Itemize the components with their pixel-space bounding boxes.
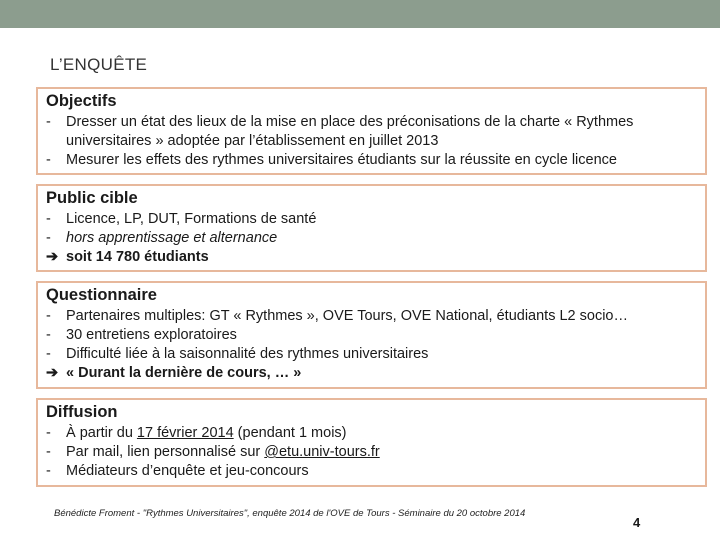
objectifs-item-1	[46, 113, 697, 151]
diffusion-item-3	[46, 462, 697, 481]
bullet-dash: -	[46, 327, 51, 343]
diffusion-item-1	[46, 424, 697, 443]
footer-text: Bénédicte Froment - "Rythmes Universitaires", enquête 2014 de l'OVE de Tours - Séminaire du 20 octobre 2014	[54, 508, 526, 519]
top-bar	[0, 0, 720, 28]
objectifs-box	[36, 87, 707, 175]
objectifs-item-2-text: Mesurer les effets des rythmes universitaires étudiants sur la réussite en cycle licence	[66, 152, 617, 168]
public-item-2	[46, 229, 697, 248]
bullet-dash: -	[46, 152, 51, 168]
page-number: 4	[633, 515, 641, 530]
bullet-dash: -	[46, 230, 51, 246]
diffusion-item-1-prefix: À partir du	[66, 425, 137, 441]
diffusion-item-1-suffix: (pendant 1 mois)	[233, 425, 347, 441]
objectifs-item-2	[46, 151, 697, 170]
diffusion-box	[36, 398, 707, 487]
bullet-dash: -	[46, 425, 51, 441]
public-item-1-text: Licence, LP, DUT, Formations de santé	[66, 211, 317, 227]
questionnaire-heading: Questionnaire	[46, 286, 157, 304]
questionnaire-conclusion	[46, 364, 697, 383]
email-domain-link[interactable]: @etu.univ-tours.fr	[264, 444, 380, 460]
public-conclusion	[46, 248, 697, 267]
slide-title: L’ENQUÊTE	[50, 55, 148, 74]
bullet-dash: -	[46, 346, 51, 362]
diffusion-item-2	[46, 443, 697, 462]
questionnaire-item-2-text: 30 entretiens exploratoires	[66, 327, 237, 343]
bullet-dash: -	[46, 463, 51, 479]
objectifs-item-1-text: Dresser un état des lieux de la mise en place des préconisations de la charte « Rythmes universitaires » adoptée par l’établissement en juillet 2013	[66, 114, 634, 149]
arrow-right-icon: ➔	[46, 365, 59, 381]
questionnaire-item-1	[46, 307, 697, 326]
bullet-dash: -	[46, 211, 51, 227]
bullet-dash: -	[46, 114, 51, 130]
questionnaire-box	[36, 281, 707, 389]
questionnaire-item-3-text: Difficulté liée à la saisonnalité des rythmes universitaires	[66, 346, 429, 362]
questionnaire-item-1-text: Partenaires multiples: GT « Rythmes », OVE Tours, OVE National, étudiants L2 socio…	[66, 308, 628, 324]
public-cible-box	[36, 184, 707, 272]
objectifs-heading: Objectifs	[46, 92, 117, 110]
public-item-1	[46, 210, 697, 229]
public-item-2-text: hors apprentissage et alternance	[66, 230, 278, 246]
bullet-dash: -	[46, 308, 51, 324]
public-conclusion-text: soit 14 780 étudiants	[66, 249, 209, 265]
questionnaire-item-3	[46, 345, 697, 364]
questionnaire-item-2	[46, 326, 697, 345]
arrow-right-icon: ➔	[46, 249, 59, 265]
bullet-dash: -	[46, 444, 51, 460]
questionnaire-conclusion-text: « Durant la dernière de cours, … »	[66, 365, 302, 381]
diffusion-item-3-text: Médiateurs d’enquête et jeu-concours	[66, 463, 309, 479]
public-cible-heading: Public cible	[46, 189, 138, 207]
diffusion-date: 17 février 2014	[136, 425, 234, 441]
diffusion-heading: Diffusion	[46, 403, 118, 421]
diffusion-item-2-prefix: Par mail, lien personnalisé sur	[66, 444, 265, 460]
